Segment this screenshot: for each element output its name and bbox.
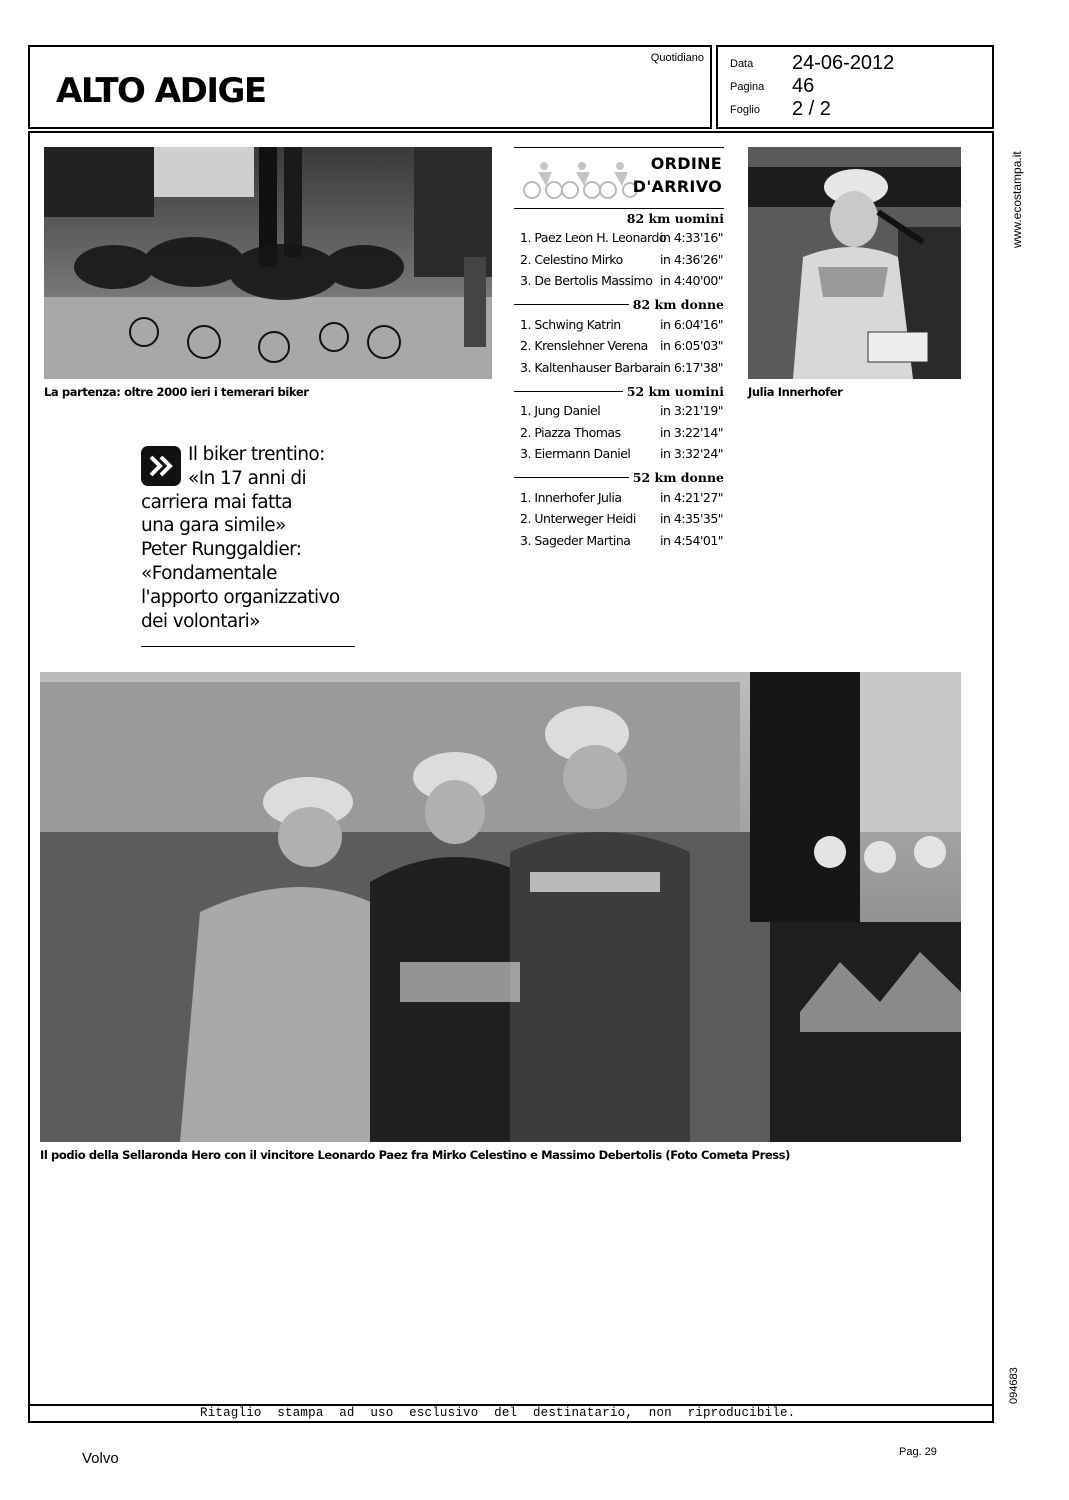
result-row — [514, 422, 724, 444]
finish-order-title-line1: ORDINE — [650, 154, 722, 173]
result-row — [514, 249, 724, 271]
finish-order-title — [633, 152, 722, 198]
result-name: 2. Piazza Thomas — [520, 424, 621, 440]
pull-quote — [141, 443, 371, 633]
pull-quote-line: una gara simile» — [141, 515, 286, 537]
meta-label: Foglio — [730, 104, 760, 116]
result-time: in 4:36'26" — [660, 251, 724, 267]
result-row — [514, 487, 724, 509]
pull-quote-line: Peter Runggaldier: — [141, 539, 302, 561]
result-time: in 6:05'03" — [660, 338, 724, 353]
category-label: 52 km donne — [632, 470, 724, 485]
julia-innerhofer-caption: Julia Innerhofer — [748, 385, 843, 399]
result-name: 3. Eiermann Daniel — [520, 446, 631, 461]
result-time: in 6:04'16" — [660, 316, 724, 332]
result-time: in 4:54'01" — [660, 532, 724, 548]
result-time: in 4:35'35" — [660, 511, 724, 526]
category-label: 82 km donne — [632, 297, 724, 312]
result-row — [514, 530, 724, 552]
result-name: 3. Sageder Martina — [520, 532, 631, 548]
result-row — [514, 314, 724, 336]
finish-order-title-line2: D'ARRIVO — [632, 177, 722, 196]
meta-page — [730, 75, 980, 97]
result-time: in 4:40'00" — [660, 273, 724, 288]
meta-label: Data — [730, 58, 754, 70]
result-row — [514, 400, 724, 422]
page-footer-number: Pag. 29 — [899, 1446, 937, 1458]
issue-meta-box — [716, 45, 994, 129]
pull-quote-line: carriera mai fatta — [141, 491, 293, 513]
meta-label: Pagina — [730, 81, 765, 93]
result-name: 2. Celestino Mirko — [520, 251, 623, 267]
result-time: in 6:17'38" — [660, 359, 724, 375]
publication-frequency: Quotidiano — [650, 52, 704, 64]
result-name: 2. Krenslehner Verena — [520, 338, 648, 353]
result-name: 1. Paez Leon H. Leonardo — [520, 230, 667, 245]
result-row — [514, 335, 724, 357]
reproduction-notice: Ritaglio stampa ad uso esclusivo del destinatario, non riproducibile. — [200, 1406, 796, 1420]
pull-quote-line: «In 17 anni di — [188, 467, 307, 489]
category-header — [514, 296, 724, 314]
race-start-caption: La partenza: oltre 2000 ieri i temerari biker — [44, 385, 309, 399]
pull-quote-line: «Fondamentale — [141, 562, 277, 584]
masthead-box — [28, 45, 712, 129]
category-header — [514, 208, 724, 227]
race-start-photo — [44, 147, 492, 379]
finish-order-table — [514, 147, 724, 551]
meta-value: 2 / 2 — [792, 98, 831, 120]
category-header — [514, 469, 724, 487]
press-agency-url: www.ecostampa.it — [1010, 151, 1024, 248]
result-time: in 4:33'16" — [660, 230, 724, 245]
result-name: 1. Jung Daniel — [520, 403, 601, 418]
result-name: 2. Unterweger Heidi — [520, 511, 636, 526]
podium-caption: Il podio della Sellaronda Hero con il vincitore Leonardo Paez fra Mirko Celestino e Massimo Debertolis (Foto Cometa Press) — [40, 1148, 790, 1162]
cyclists-icon — [518, 156, 638, 200]
result-name: 1. Schwing Katrin — [520, 316, 621, 332]
clipping-code: 094683 — [1008, 1367, 1020, 1404]
result-row — [514, 270, 724, 292]
result-time: in 3:22'14" — [660, 424, 724, 440]
result-time: in 3:32'24" — [660, 446, 724, 461]
meta-date — [730, 52, 980, 74]
meta-sheet — [730, 98, 980, 120]
result-row — [514, 357, 724, 379]
meta-value: 24-06-2012 — [792, 52, 895, 74]
category-label: 82 km uomini — [626, 210, 724, 226]
result-row — [514, 443, 724, 465]
podium-image — [40, 672, 961, 1142]
pull-quote-line: dei volontari» — [141, 610, 260, 632]
pull-quote-line: l'apporto organizzativo — [141, 586, 340, 608]
podium-photo — [40, 672, 961, 1142]
race-start-image — [44, 147, 492, 379]
page-footer-client: Volvo — [82, 1450, 119, 1467]
julia-innerhofer-photo — [748, 147, 961, 379]
newspaper-masthead: ALTO ADIGE — [56, 71, 266, 111]
julia-innerhofer-image — [748, 147, 961, 379]
result-row — [514, 227, 724, 249]
pull-quote-line: Il biker trentino: — [188, 444, 325, 465]
result-name: 3. Kaltenhauser Barbara — [520, 359, 661, 375]
result-time: in 3:21'19" — [660, 403, 724, 418]
result-time: in 4:21'27" — [660, 489, 724, 505]
category-header — [514, 382, 724, 400]
result-name: 3. De Bertolis Massimo — [520, 273, 653, 288]
meta-value: 46 — [792, 75, 815, 97]
result-name: 1. Innerhofer Julia — [520, 489, 622, 505]
result-row — [514, 508, 724, 530]
finish-order-header — [514, 147, 724, 204]
pull-quote-rule — [141, 646, 355, 647]
category-label: 52 km uomini — [626, 383, 724, 399]
